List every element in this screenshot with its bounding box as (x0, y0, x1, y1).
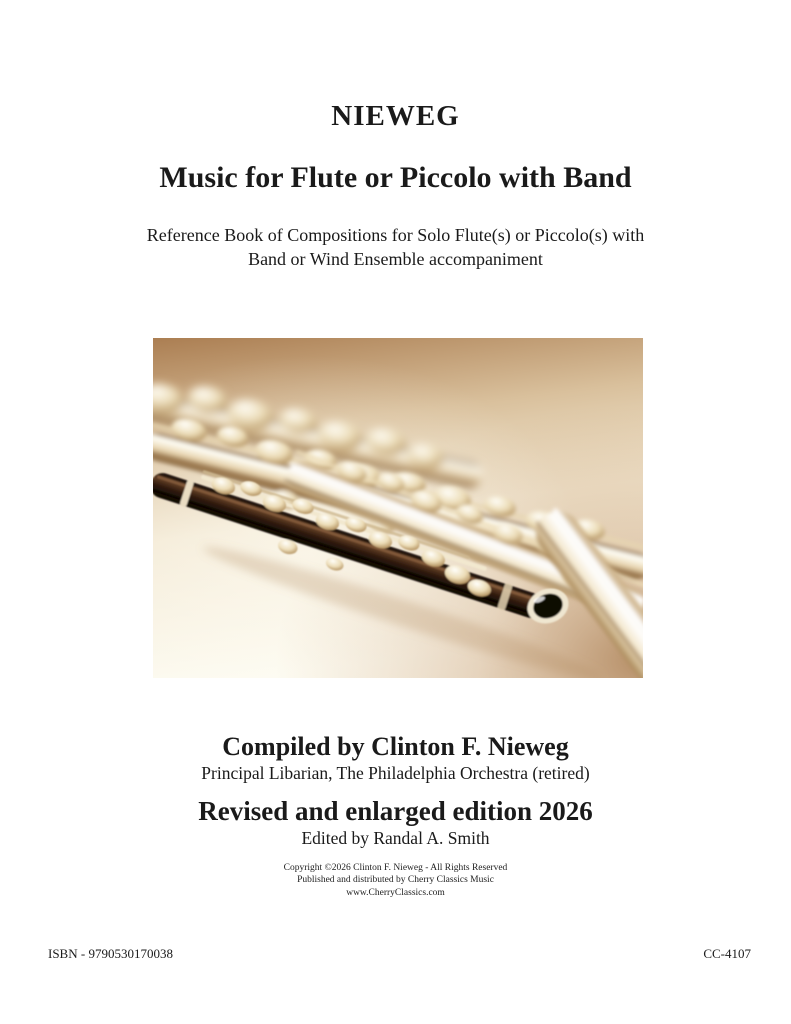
edited-by: Edited by Randal A. Smith (301, 828, 490, 848)
copyright-line-1: Copyright ©2026 Clinton F. Nieweg - All Rights Reserved (283, 863, 508, 873)
edition-statement: Revised and enlarged edition 2026 (198, 796, 593, 826)
compiled-by: Compiled by Clinton F. Nieweg (222, 732, 569, 761)
subtitle (0, 224, 791, 272)
flutes-photo-illustration (153, 338, 643, 678)
isbn-number: ISBN - 9790530170038 (48, 946, 173, 961)
subtitle-line-2: Band or Wind Ensemble accompaniment (248, 248, 543, 269)
copyright-website: www.CherryClassics.com (346, 887, 445, 898)
compiler-title: Principal Libarian, The Philadelphia Orchestra (retired) (201, 763, 590, 783)
copyright-line-2: Published and distributed by Cherry Classics Music (297, 875, 494, 886)
page-title: Music for Flute or Piccolo with Band (159, 161, 632, 194)
flutes-photo (153, 338, 643, 678)
copyright-block (0, 862, 791, 899)
series-header: NIEWEG (331, 100, 460, 132)
subtitle-line-1: Reference Book of Compositions for Solo Flute(s) or Piccolo(s) with (146, 225, 645, 245)
catalog-number: CC-4107 (703, 946, 751, 961)
